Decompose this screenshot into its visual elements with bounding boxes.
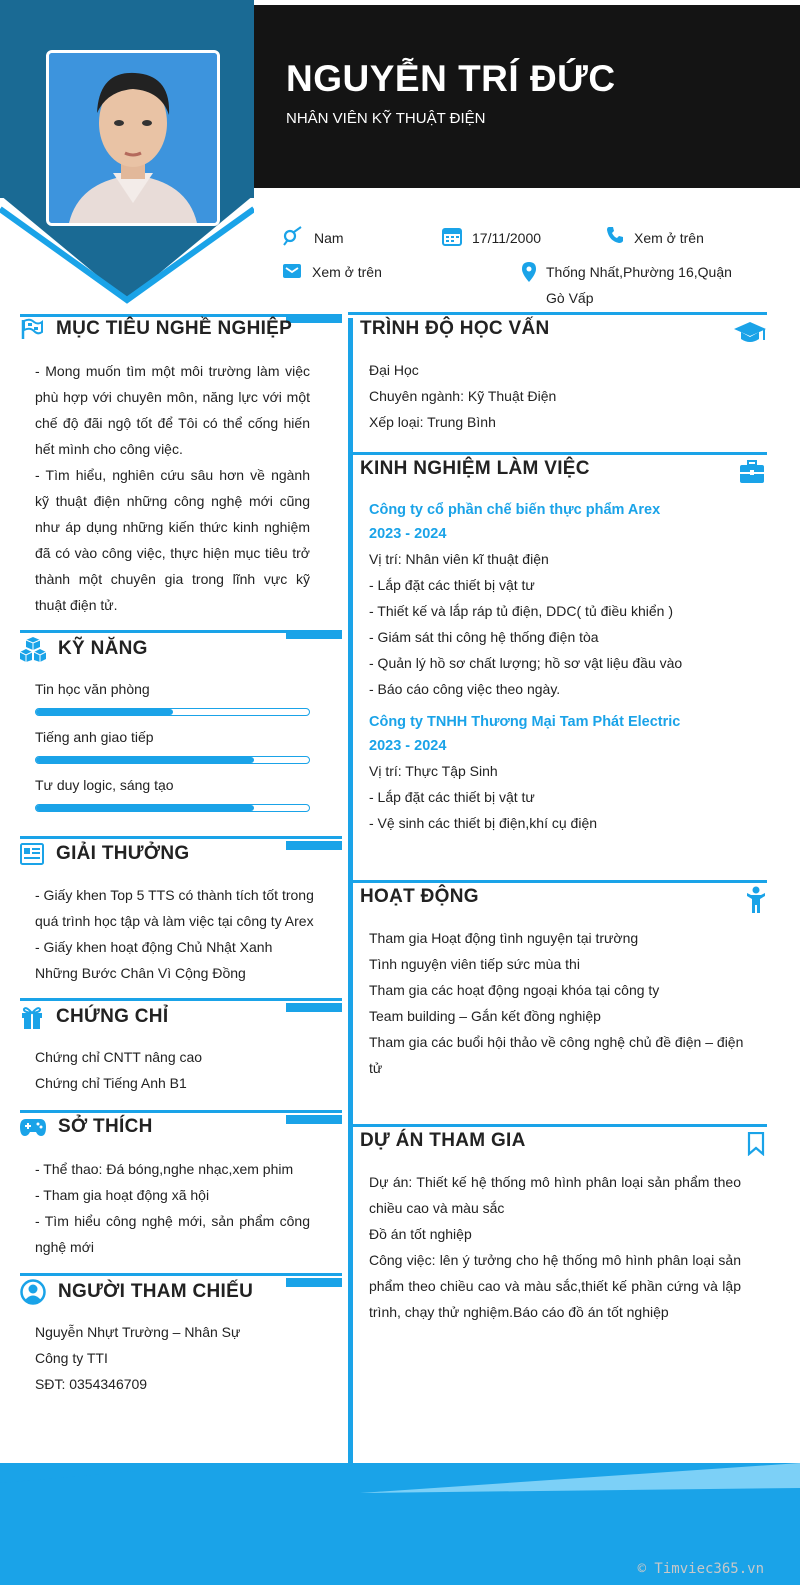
skills-header bbox=[20, 636, 148, 662]
certificates-heading: CHỨNG CHỈ bbox=[56, 1006, 169, 1027]
skill-bar-track bbox=[35, 804, 310, 812]
phone-item bbox=[606, 226, 704, 246]
phone-value: Xem ở trên bbox=[634, 230, 704, 246]
phone-icon bbox=[606, 226, 624, 244]
education-header bbox=[360, 318, 550, 340]
skill-item bbox=[35, 676, 310, 724]
job-entry bbox=[369, 710, 759, 836]
skill-label: Tin học văn phòng bbox=[35, 681, 150, 697]
section-rule bbox=[348, 452, 767, 455]
watermark: © Timviec365.vn bbox=[637, 1561, 764, 1577]
email-value: Xem ở trên bbox=[312, 264, 382, 280]
job-detail: - Quản lý hồ sơ chất lượng; hồ sơ vật liệu đầu vào bbox=[369, 655, 683, 671]
objective-p1: - Mong muốn tìm một môi trường làm việc phù hợp với chuyên môn, năng lực với một chế độ đãi ngộ tốt để Tôi có thể cống hiến hết mình cho công việc. bbox=[35, 363, 310, 457]
calendar-icon bbox=[442, 226, 462, 246]
skills-heading: KỸ NĂNG bbox=[58, 638, 148, 659]
certificate-item: Chứng chỉ CNTT nâng cao bbox=[35, 1049, 203, 1065]
experience-header bbox=[360, 458, 590, 480]
job-detail: - Lắp đặt các thiết bị vật tư bbox=[369, 789, 535, 805]
skill-item bbox=[35, 724, 310, 772]
activities-heading: HOẠT ĐỘNG bbox=[360, 886, 479, 907]
skill-bar-track bbox=[35, 708, 310, 716]
hobbies-header bbox=[20, 1116, 153, 1138]
education-item: Xếp loại: Trung Bình bbox=[369, 414, 496, 430]
cubes-icon bbox=[20, 636, 46, 662]
gender-icon bbox=[282, 226, 304, 246]
job-detail: - Báo cáo công việc theo ngày. bbox=[369, 681, 561, 697]
section-rule bbox=[20, 1273, 342, 1276]
education-item: Chuyên ngành: Kỹ Thuật Điện bbox=[369, 388, 557, 404]
certificate-item: Chứng chỉ Tiếng Anh B1 bbox=[35, 1075, 187, 1091]
references-body bbox=[35, 1319, 315, 1397]
section-tab bbox=[286, 630, 342, 639]
activity-item: Tham gia các buổi hội thảo về công nghệ chủ đề điện – điện tử bbox=[369, 1034, 744, 1076]
bookmark-icon bbox=[747, 1132, 765, 1156]
job-detail: - Giám sát thi công hệ thống điện tòa bbox=[369, 629, 599, 645]
activities-section bbox=[348, 880, 767, 1120]
hobbies-body bbox=[35, 1156, 310, 1260]
section-tab bbox=[286, 1278, 342, 1287]
person-icon bbox=[747, 886, 765, 914]
certificate-icon bbox=[20, 842, 44, 866]
references-section bbox=[20, 1273, 350, 1423]
hobby-item: - Thể thao: Đá bóng,nghe nhạc,xem phim bbox=[35, 1161, 294, 1177]
activity-item: Team building – Gắn kết đồng nghiệp bbox=[369, 1008, 601, 1024]
gender-item bbox=[282, 226, 344, 246]
reference-item: Nguyễn Nhựt Trường – Nhân Sự bbox=[35, 1324, 241, 1340]
references-heading: NGƯỜI THAM CHIẾU bbox=[58, 1281, 254, 1302]
gift-icon bbox=[20, 1004, 44, 1030]
job-period: 2023 - 2024 bbox=[369, 738, 447, 754]
skill-label: Tiếng anh giao tiếp bbox=[35, 729, 154, 745]
section-tab bbox=[286, 1115, 342, 1124]
skill-label: Tư duy logic, sáng tạo bbox=[35, 777, 174, 793]
certificates-body bbox=[35, 1044, 315, 1096]
objective-body bbox=[35, 358, 310, 618]
job-detail: - Thiết kế và lắp ráp tủ điện, DDC( tủ điều khiển ) bbox=[369, 603, 674, 619]
projects-section bbox=[348, 1124, 767, 1344]
job-detail: Vị trí: Thực Tập Sinh bbox=[369, 763, 498, 779]
projects-header bbox=[360, 1130, 526, 1152]
flag-icon bbox=[20, 318, 44, 340]
address-item bbox=[522, 262, 742, 311]
hobbies-section bbox=[20, 1110, 350, 1270]
activity-item: Tham gia Hoạt động tình nguyện tại trường bbox=[369, 930, 639, 946]
award-item: - Giấy khen hoạt động Chủ Nhật Xanh Những Bước Chân Vì Cộng Đồng bbox=[35, 939, 273, 981]
education-section bbox=[348, 312, 767, 452]
awards-section bbox=[20, 836, 350, 996]
gender-value: Nam bbox=[314, 230, 344, 246]
jobs-list bbox=[369, 498, 759, 844]
email-item bbox=[282, 262, 382, 280]
skill-bar-fill bbox=[36, 709, 173, 715]
project-item: Công việc: lên ý tưởng cho hệ thống mô hình phân loại sản phẩm theo chiều cao và màu sắc,thiết kế phần cứng và lập trình, chạy thử nghiệm.Báo cáo đồ án tốt nghiệp bbox=[369, 1252, 741, 1320]
section-tab bbox=[286, 314, 342, 323]
candidate-name: NGUYỄN TRÍ ĐỨC bbox=[286, 58, 616, 99]
awards-heading: GIẢI THƯỞNG bbox=[56, 843, 190, 864]
activity-item: Tham gia các hoạt động ngoại khóa tại công ty bbox=[369, 982, 660, 998]
activities-header bbox=[360, 886, 479, 908]
hobby-item: - Tìm hiểu công nghệ mới, sản phẩm công nghệ mới bbox=[35, 1213, 310, 1255]
graduation-cap-icon bbox=[733, 320, 767, 346]
candidate-title: NHÂN VIÊN KỸ THUẬT ĐIỆN bbox=[286, 110, 486, 127]
address-value: Thống Nhất,Phường 16,Quận Gò Vấp bbox=[546, 264, 732, 306]
education-item: Đại Học bbox=[369, 362, 419, 378]
job-entry bbox=[369, 498, 759, 702]
objective-section bbox=[20, 314, 350, 629]
awards-body bbox=[35, 882, 315, 986]
reference-item: SĐT: 0354346709 bbox=[35, 1376, 148, 1392]
skills-section bbox=[20, 630, 350, 830]
section-tab bbox=[286, 841, 342, 850]
awards-header bbox=[20, 842, 189, 866]
job-period: 2023 - 2024 bbox=[369, 526, 447, 542]
section-rule bbox=[20, 998, 342, 1001]
job-detail: Vị trí: Nhân viên kĩ thuật điện bbox=[369, 551, 549, 567]
section-rule bbox=[348, 312, 767, 315]
activity-item: Tình nguyện viên tiếp sức mùa thi bbox=[369, 956, 580, 972]
objective-header bbox=[20, 318, 292, 340]
section-rule bbox=[348, 1124, 767, 1127]
objective-p2: - Tìm hiểu, nghiên cứu sâu hơn về ngành kỹ thuật điện những công nghệ mới cũng như áp dụng những kiến thức kinh nghiệm đã có vào công việc, thực hiện mục tiêu trở thành một chuyên gia trong lĩnh vực kỹ thuật điện tử. bbox=[35, 467, 310, 613]
objective-heading: MỤC TIÊU NGHỀ NGHIỆP bbox=[56, 318, 293, 339]
skill-item bbox=[35, 772, 310, 820]
education-heading: TRÌNH ĐỘ HỌC VẤN bbox=[360, 318, 550, 339]
education-body bbox=[369, 357, 749, 435]
award-item: - Giấy khen Top 5 TTS có thành tích tốt trong quá trình học tập và làm việc tại công ty Arex bbox=[35, 887, 314, 929]
references-header bbox=[20, 1279, 253, 1305]
reference-item: Công ty TTI bbox=[35, 1350, 108, 1366]
projects-heading: DỰ ÁN THAM GIA bbox=[360, 1130, 526, 1151]
email-icon bbox=[282, 262, 302, 280]
dob-value: 17/11/2000 bbox=[472, 230, 542, 246]
certificates-section bbox=[20, 998, 350, 1108]
hobbies-heading: SỞ THÍCH bbox=[58, 1116, 153, 1137]
hobby-item: - Tham gia hoạt động xã hội bbox=[35, 1187, 210, 1203]
project-item: Đồ án tốt nghiệp bbox=[369, 1226, 472, 1242]
job-detail: - Vệ sinh các thiết bị điện,khí cụ điện bbox=[369, 815, 598, 831]
section-rule bbox=[20, 1110, 342, 1113]
section-rule bbox=[20, 836, 342, 839]
dob-item bbox=[442, 226, 541, 246]
section-rule bbox=[348, 880, 767, 883]
skills-list bbox=[35, 676, 310, 820]
user-circle-icon bbox=[20, 1279, 46, 1305]
project-item: Dự án: Thiết kế hệ thống mô hình phân loại sản phẩm theo chiều cao và màu sắc bbox=[369, 1174, 741, 1216]
profile-photo bbox=[46, 50, 220, 226]
experience-section bbox=[348, 452, 767, 880]
activities-body bbox=[369, 925, 749, 1081]
job-detail: - Lắp đặt các thiết bị vật tư bbox=[369, 577, 535, 593]
skill-bar-track bbox=[35, 756, 310, 764]
job-company: Công ty TNHH Thương Mại Tam Phát Electric bbox=[369, 714, 681, 730]
gamepad-icon bbox=[20, 1117, 46, 1137]
location-pin-icon bbox=[522, 262, 536, 282]
experience-heading: KINH NGHIỆM LÀM VIỆC bbox=[360, 458, 590, 479]
skill-bar-fill bbox=[36, 757, 254, 763]
skill-bar-fill bbox=[36, 805, 254, 811]
certificates-header bbox=[20, 1004, 168, 1030]
section-tab bbox=[286, 1003, 342, 1012]
projects-body bbox=[369, 1169, 741, 1325]
job-company: Công ty cổ phần chế biến thực phẩm Arex bbox=[369, 502, 661, 518]
briefcase-icon bbox=[739, 460, 765, 484]
